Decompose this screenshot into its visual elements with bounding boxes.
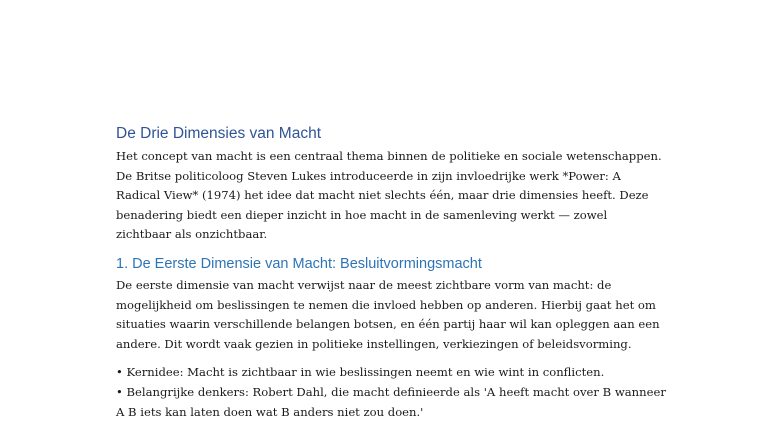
intro-line: Het concept van macht is een centraal thema binnen de politieke en sociale wetenschappen. <box>116 149 662 163</box>
bullet-list <box>116 363 676 422</box>
section-1-line: situaties waarin verschillende belangen botsen, en één partij haar wil kan opleggen aan een <box>116 317 660 332</box>
intro-line: Radical View* (1974) het idee dat macht niet slechts één, maar drie dimensies heeft. Deze <box>116 188 649 203</box>
heading-section-1: 1. De Eerste Dimensie van Macht: Besluitvormingsmacht <box>116 255 482 272</box>
bullet-item-denkers: • Belangrijke denkers: Robert Dahl, die macht definieerde als 'A heeft macht over B wanneer <box>116 384 666 399</box>
document-body <box>116 124 676 422</box>
intro-line: zichtbaar als onzichtbaar. <box>116 227 268 242</box>
bullet-item-continuation: A B iets kan laten doen wat B anders niet zou doen.' <box>116 404 424 419</box>
intro-line: benadering biedt een dieper inzicht in hoe macht in de samenleving werkt — zowel <box>116 207 608 222</box>
intro-line: De Britse politicoloog Steven Lukes introduceerde in zijn invloedrijke werk *Power: A <box>116 168 621 183</box>
section-1-line: andere. Dit wordt vaak gezien in politieke instellingen, verkiezingen of beleidsvorming. <box>116 336 632 351</box>
intro-paragraph <box>116 147 676 245</box>
bullet-item-kernidee: • Kernidee: Macht is zichtbaar in wie beslissingen neemt en wie wint in conflicten. <box>116 365 605 380</box>
heading-title: De Drie Dimensies van Macht <box>116 125 322 142</box>
section-1-line: mogelijkheid om beslissingen te nemen die invloed hebben op anderen. Hierbij gaat het om <box>116 297 656 312</box>
section-1-paragraph <box>116 276 676 354</box>
section-1-line: De eerste dimensie van macht verwijst naar de meest zichtbare vorm van macht: de <box>116 277 612 292</box>
